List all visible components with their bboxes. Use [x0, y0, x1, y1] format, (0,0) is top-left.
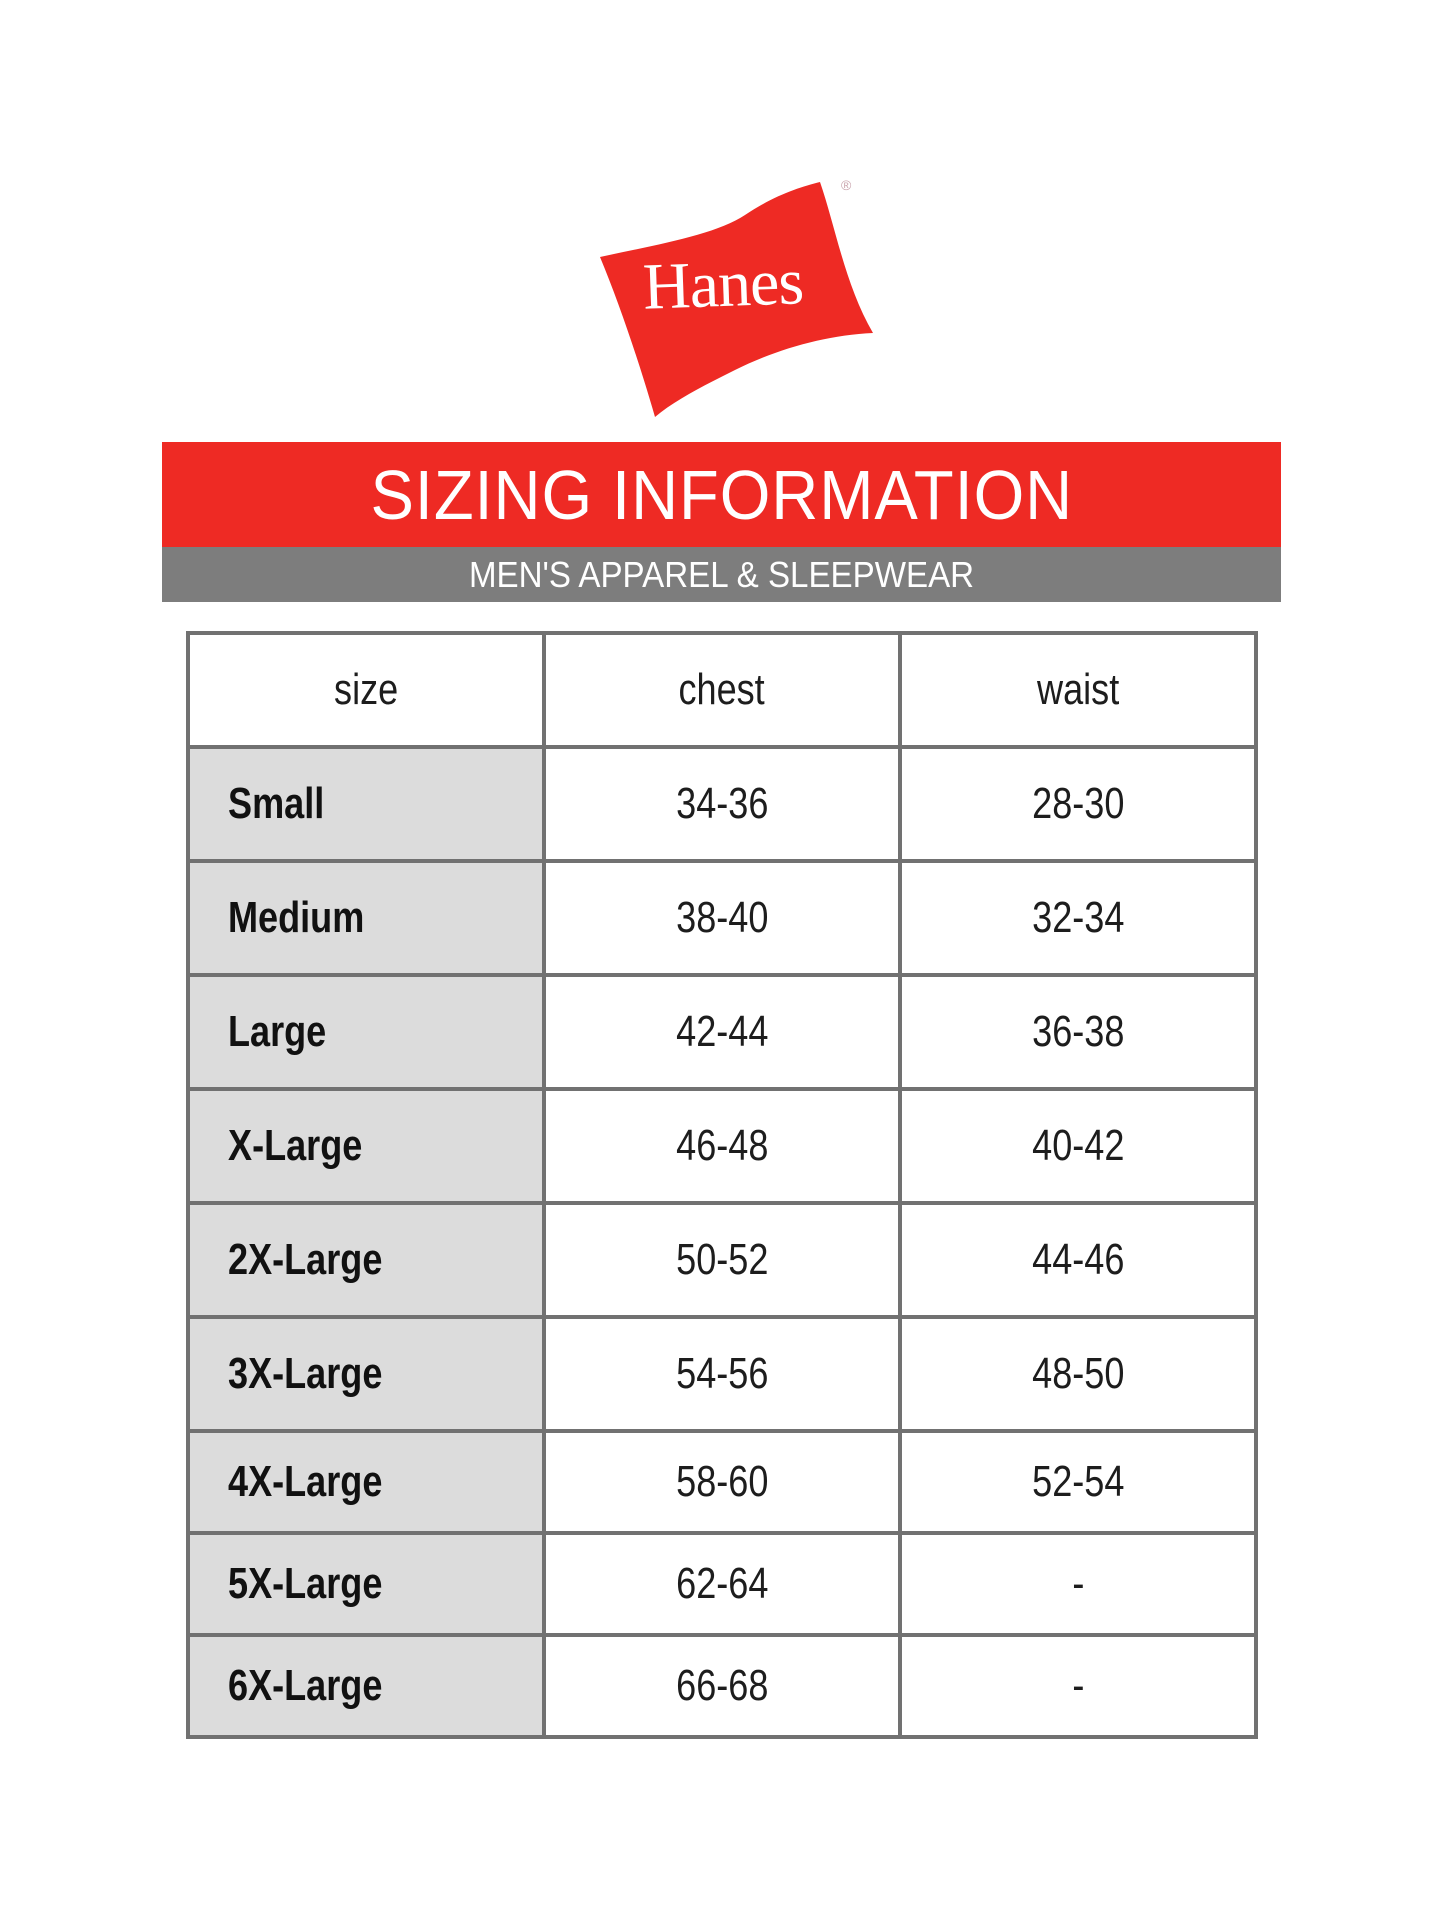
- hanes-logo: [595, 175, 885, 425]
- table-row: [188, 747, 1256, 861]
- waist-cell: -: [900, 1533, 1256, 1635]
- waist-cell: -: [900, 1635, 1256, 1737]
- waist-cell: 44-46: [900, 1203, 1256, 1317]
- table-row: [188, 1317, 1256, 1431]
- chest-cell: 62-64: [544, 1533, 900, 1635]
- chest-cell: 34-36: [544, 747, 900, 861]
- chest-cell: 54-56: [544, 1317, 900, 1431]
- subtitle-banner: [162, 547, 1281, 602]
- waist-cell: 48-50: [900, 1317, 1256, 1431]
- size-cell: Small: [188, 747, 544, 861]
- waist-cell: 52-54: [900, 1431, 1256, 1533]
- chest-cell: 38-40: [544, 861, 900, 975]
- column-header-chest: chest: [544, 633, 900, 747]
- size-cell: 6X-Large: [188, 1635, 544, 1737]
- page-subtitle: MEN'S APPAREL & SLEEPWEAR: [468, 553, 975, 595]
- table-row: [188, 1431, 1256, 1533]
- table-row: [188, 1635, 1256, 1737]
- column-header-waist: waist: [900, 633, 1256, 747]
- size-cell: 4X-Large: [188, 1431, 544, 1533]
- table-row: [188, 975, 1256, 1089]
- size-cell: Large: [188, 975, 544, 1089]
- waist-cell: 40-42: [900, 1089, 1256, 1203]
- waist-cell: 32-34: [900, 861, 1256, 975]
- size-cell: Medium: [188, 861, 544, 975]
- column-header-size: size: [188, 633, 544, 747]
- chest-cell: 58-60: [544, 1431, 900, 1533]
- chest-cell: 66-68: [544, 1635, 900, 1737]
- size-cell: X-Large: [188, 1089, 544, 1203]
- waist-cell: 36-38: [900, 975, 1256, 1089]
- logo-wordmark: Hanes: [641, 245, 805, 324]
- table-header-row: [188, 633, 1256, 747]
- table-row: [188, 1089, 1256, 1203]
- table-row: [188, 1533, 1256, 1635]
- registered-mark: ®: [841, 177, 852, 193]
- size-chart-table: [186, 631, 1258, 1739]
- size-cell: 5X-Large: [188, 1533, 544, 1635]
- waist-cell: 28-30: [900, 747, 1256, 861]
- chest-cell: 42-44: [544, 975, 900, 1089]
- chest-cell: 50-52: [544, 1203, 900, 1317]
- size-cell: 3X-Large: [188, 1317, 544, 1431]
- table-row: [188, 861, 1256, 975]
- page-title: SIZING INFORMATION: [370, 455, 1073, 534]
- size-cell: 2X-Large: [188, 1203, 544, 1317]
- table-row: [188, 1203, 1256, 1317]
- chest-cell: 46-48: [544, 1089, 900, 1203]
- title-banner: [162, 442, 1281, 547]
